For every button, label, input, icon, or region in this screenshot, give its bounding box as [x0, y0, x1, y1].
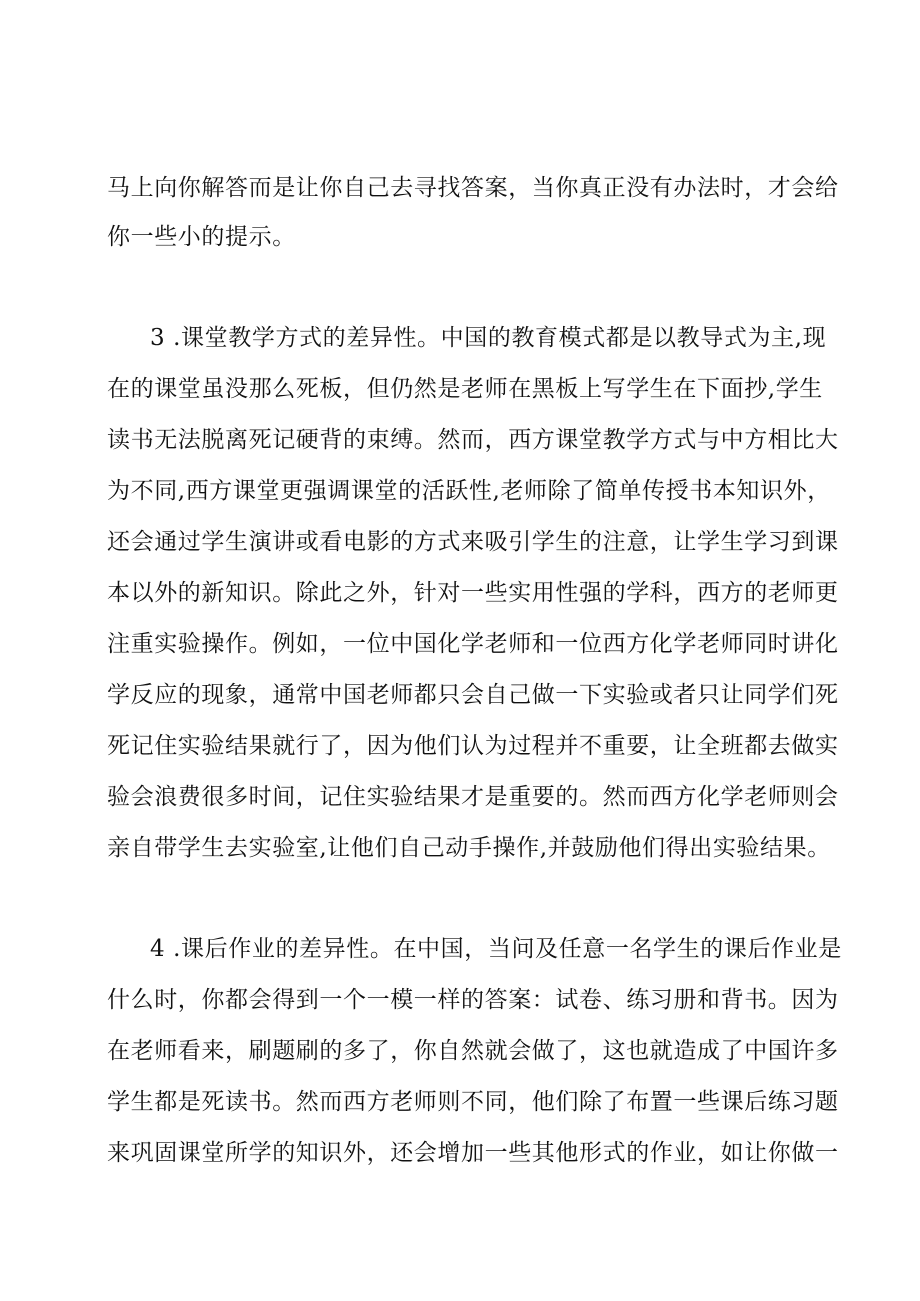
paragraph-2-line-3: 读书无法脱离死记硬背的束缚。然而，西方课堂教学方式与中方相比大: [107, 427, 839, 453]
paragraph-2-line-1: 3 .课堂教学方式的差异性。中国的教育模式都是以教导式为主,现: [150, 325, 827, 351]
paragraph-3-line-2: 什么时，你都会得到一个一模一样的答案：试卷、练习册和背书。因为: [107, 987, 839, 1013]
paragraph-2-line-5: 还会通过学生演讲或看电影的方式来吸引学生的注意，让学生学习到课: [107, 529, 839, 555]
paragraph-2-line-7: 注重实验操作。例如，一位中国化学老师和一位西方化学老师同时讲化: [107, 631, 839, 657]
paragraph-3-line-1: 4 .课后作业的差异性。在中国，当问及任意一名学生的课后作业是: [150, 936, 842, 962]
paragraph-2-line-9: 死记住实验结果就行了，因为他们认为过程并不重要，让全班都去做实: [107, 733, 839, 759]
paragraph-2-line-4: 为不同,西方课堂更强调课堂的活跃性,老师除了简单传授书本知识外，: [107, 478, 831, 504]
paragraph-2-line-8: 学反应的现象，通常中国老师都只会自己做一下实验或者只让同学们死: [107, 682, 839, 708]
paragraph-2-line-10: 验会浪费很多时间，记住实验结果才是重要的。然而西方化学老师则会: [107, 784, 839, 810]
paragraph-1-line-2: 你一些小的提示。: [107, 224, 296, 250]
paragraph-3-line-4: 学生都是死读书。然而西方老师则不同，他们除了布置一些课后练习题: [107, 1089, 839, 1115]
paragraph-3-line-5: 来巩固课堂所学的知识外，还会增加一些其他形式的作业，如让你做一: [107, 1140, 839, 1166]
paragraph-1-line-1: 马上向你解答而是让你自己去寻找答案，当你真正没有办法时，才会给: [107, 175, 839, 201]
paragraph-2-line-2: 在的课堂虽没那么死板，但仍然是老师在黑板上写学生在下面抄,学生: [107, 376, 823, 402]
paragraph-3-line-3: 在老师看来，刷题刷的多了，你自然就会做了，这也就造成了中国许多: [107, 1038, 839, 1064]
paragraph-2-line-6: 本以外的新知识。除此之外，针对一些实用性强的学科，西方的老师更: [107, 580, 839, 606]
paragraph-2-line-11: 亲自带学生去实验室,让他们自己动手操作,并鼓励他们得出实验结果。: [107, 835, 831, 861]
